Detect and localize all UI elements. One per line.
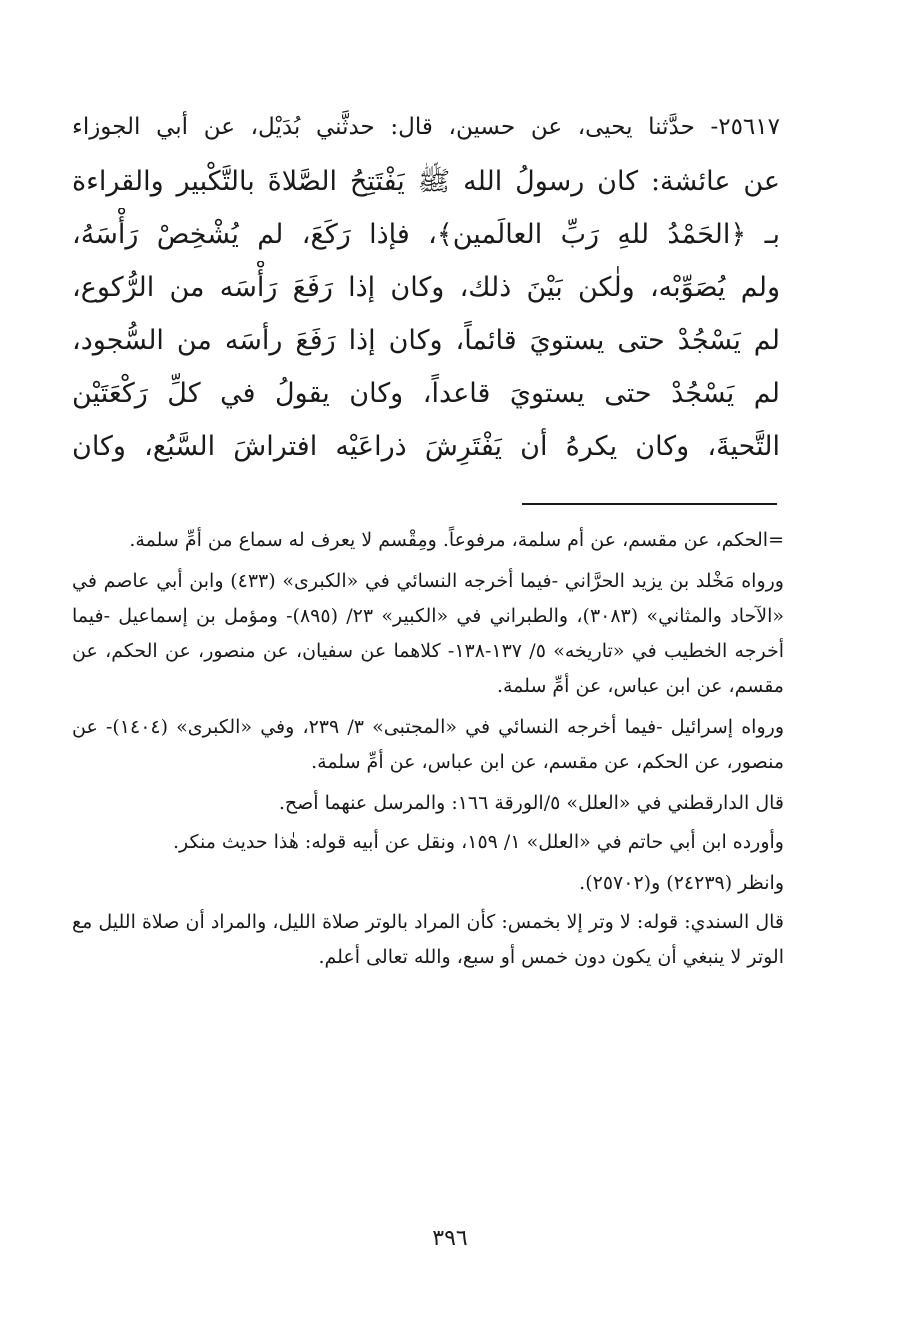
hadith-line: عن عائشة: كان رسولُ الله ﷺ يَفْتَتِحُ الصَّلاةَ بالتَّكْبير والقراءة	[72, 166, 780, 197]
hadith-line: التَّحيةَ، وكان يكرهُ أن يَفْتَرِشَ ذراعَيْه افتراشَ السَّبُع، وكان	[72, 431, 780, 462]
footnote-paragraph: وأورده ابن أبي حاتم في «العلل» ١/ ١٥٩، ونقل عن أبيه قوله: هٰذا حديث منكر.	[172, 831, 784, 853]
hadith-text	[72, 100, 780, 473]
hadith-line: لم يَسْجُدْ حتى يستويَ قائماً، وكان إذا رَفَعَ رأسَه من السُّجود،	[72, 325, 780, 356]
footnote-separator	[522, 503, 777, 505]
hadith-line: بـ ﴿الحَمْدُ للهِ رَبِّ العالَمين﴾، فإذا رَكَعَ، لم يُشْخِصْ رَأْسَهُ،	[72, 219, 780, 250]
footnote-paragraph: ورواه مَخْلد بن يزيد الحرَّاني -فيما أخرجه النسائي في «الكبرى» (٤٣٣) وابن أبي عاصم في «الآحاد والمثاني» (٣٠٨٣)، والطبراني في «الكبير» ٢٣/ (٨٩٥)- ومؤمل بن إسماعيل -فيما أخرجه الخطيب في «تاريخه» ٥/ ١٣٧-١٣٨- كلاهما عن سفيان، عن منصور، عن الحكم، عن مقسم، عن ابن عباس، عن أمِّ سلمة.	[72, 570, 784, 697]
hadith-line: ولم يُصَوِّبْه، ولٰكن بَيْنَ ذلك، وكان إذا رَفَعَ رَأْسَه من الرُّكوع،	[72, 272, 780, 303]
footnote-paragraph: ورواه إسرائيل -فيما أخرجه النسائي في «المجتبى» ٣/ ٢٣٩، وفي «الكبرى» (١٤٠٤)- عن منصور، عن الحكم، عن مقسم، عن ابن عباس، عن أمِّ سلمة.	[72, 716, 784, 773]
hadith-line: ٢٥٦١٧- حدَّثنا يحيى، عن حسين، قال: حدثَّني بُدَيْل، عن أبي الجوزاء	[72, 114, 780, 140]
footnote-paragraph: قال الدارقطني في «العلل» ٥/الورقة ١٦٦: والمرسل عنهما أصح.	[278, 792, 784, 814]
footnote-paragraph: وانظر (٢٤٢٣٩) و(٢٥٧٠٢).	[579, 872, 784, 894]
hadith-line: لم يَسْجُدْ حتى يستويَ قاعداً، وكان يقولُ في كلِّ رَكْعَتَيْن	[72, 378, 780, 409]
page-number: ٣٩٦	[432, 1226, 468, 1251]
footnote-paragraph: =الحكم، عن مقسم، عن أم سلمة، مرفوعاً. ومِقْسم لا يعرف له سماع من أمِّ سلمة.	[129, 529, 784, 551]
footnote-paragraph: قال السندي: قوله: لا وتر إلا بخمس: كأن المراد بالوتر صلاة الليل، والمراد أن صلاة الليل مع الوتر لا ينبغي أن يكون دون خمس أو سبع، والله تعالى أعلم.	[72, 911, 784, 968]
footnotes	[72, 523, 784, 981]
